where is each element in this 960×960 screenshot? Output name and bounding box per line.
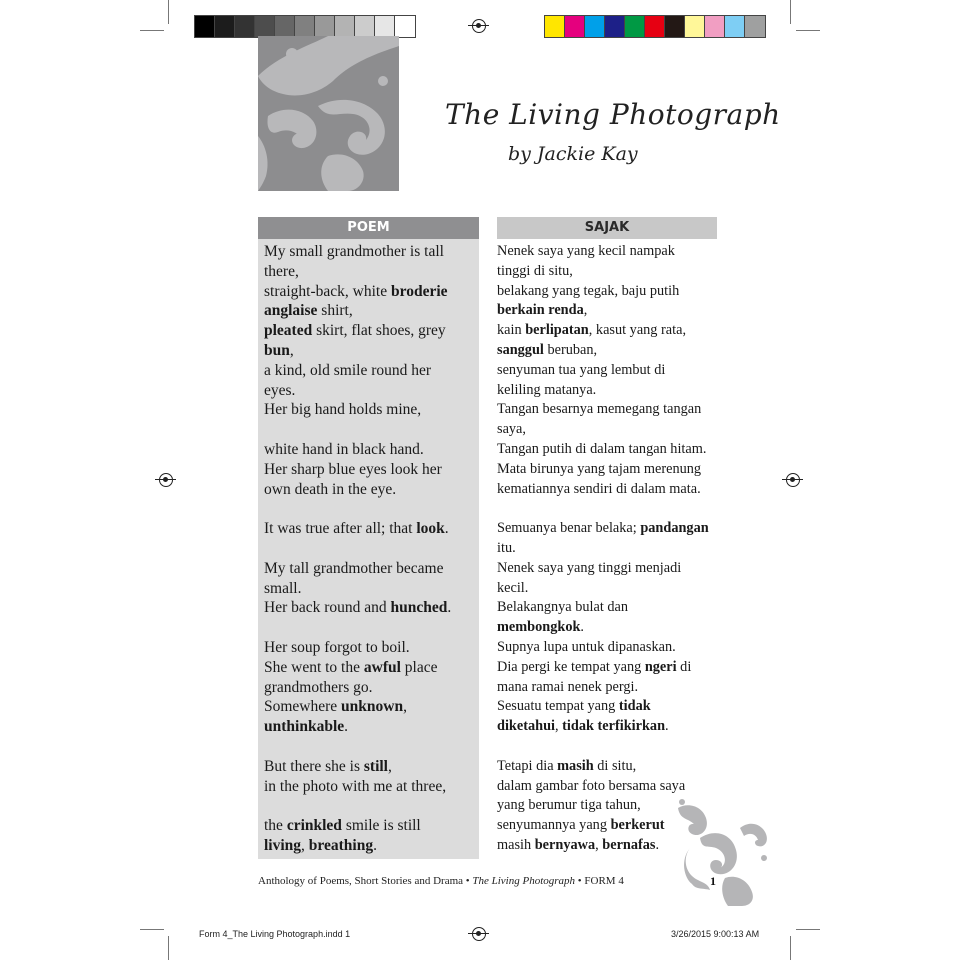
footer-work-title: The Living Photograph bbox=[472, 875, 576, 887]
color-swatch bbox=[625, 16, 645, 37]
color-swatch bbox=[605, 16, 625, 37]
line-text: My tall grandmother became bbox=[264, 559, 444, 577]
glossary-word: tidak terfikirkan bbox=[562, 718, 666, 735]
glossary-word: pandangan bbox=[640, 520, 709, 537]
gray-swatch bbox=[355, 16, 375, 37]
poem-line bbox=[264, 262, 478, 282]
registration-mark-icon bbox=[472, 19, 486, 33]
author-byline: by Jackie Kay bbox=[508, 143, 638, 165]
gray-swatch bbox=[235, 16, 255, 37]
poem-line bbox=[264, 579, 478, 599]
poem-line bbox=[264, 242, 478, 262]
line-text: Somewhere bbox=[264, 698, 342, 716]
sajak-line bbox=[497, 460, 727, 480]
document-title: The Living Photograph bbox=[445, 98, 781, 131]
line-text: . bbox=[655, 836, 660, 853]
sajak-column-header: SAJAK bbox=[497, 217, 717, 239]
process-color-bar bbox=[544, 15, 766, 38]
crop-mark bbox=[140, 929, 164, 930]
line-text: My small grandmother is tall bbox=[264, 243, 444, 260]
crop-mark bbox=[168, 936, 169, 960]
line-text: Semuanya benar belaka; bbox=[497, 520, 641, 537]
poem-line bbox=[264, 697, 478, 717]
line-text: Her soup forgot to boil. bbox=[264, 638, 410, 656]
glossary-word: berlipatan bbox=[525, 322, 589, 339]
sajak-line bbox=[497, 559, 727, 579]
gray-swatch bbox=[215, 16, 235, 37]
glossary-word: sanggul bbox=[497, 341, 544, 358]
poem-line bbox=[264, 381, 478, 401]
line-text: , kasut yang rata, bbox=[588, 322, 687, 339]
floral-ornament-panel bbox=[258, 36, 399, 191]
poem-line bbox=[264, 598, 478, 618]
glossary-word: bernafas bbox=[602, 836, 656, 853]
line-text: grandmothers go. bbox=[264, 678, 373, 696]
line-text: Sesuatu tempat yang bbox=[497, 698, 619, 715]
sajak-line bbox=[497, 777, 727, 797]
crop-mark bbox=[790, 936, 791, 960]
gray-swatch bbox=[395, 16, 415, 37]
poem-line bbox=[264, 301, 478, 321]
line-text: Dia pergi ke tempat yang bbox=[497, 658, 645, 675]
poem-line bbox=[264, 499, 478, 519]
glossary-word: bun bbox=[264, 341, 290, 359]
color-swatch bbox=[585, 16, 605, 37]
line-text: . bbox=[373, 836, 377, 854]
poem-column-header: POEM bbox=[258, 217, 479, 239]
line-text: Nenek saya yang tinggi menjadi bbox=[497, 559, 682, 576]
line-text: Nenek saya yang kecil nampak bbox=[497, 243, 675, 259]
line-text: shirt, bbox=[317, 302, 353, 320]
glossary-word: ngeri bbox=[644, 658, 677, 675]
glossary-word: anglaise bbox=[264, 302, 318, 320]
sajak-line bbox=[497, 242, 727, 262]
line-text: . bbox=[447, 599, 452, 617]
sajak-text bbox=[497, 242, 727, 856]
sajak-line bbox=[497, 321, 727, 341]
line-text: kematiannya sendiri di dalam mata. bbox=[497, 480, 701, 497]
sajak-line bbox=[497, 381, 727, 401]
line-text: tinggi di situ, bbox=[497, 262, 573, 279]
line-text: , bbox=[388, 757, 392, 775]
line-text: eyes. bbox=[264, 381, 296, 399]
glossary-word: berkain renda bbox=[497, 302, 584, 319]
slug-filename: Form 4_The Living Photograph.indd 1 bbox=[199, 929, 351, 939]
crop-mark bbox=[796, 30, 820, 31]
registration-mark-icon bbox=[159, 473, 173, 487]
poem-line bbox=[264, 480, 478, 500]
sajak-line bbox=[497, 678, 727, 698]
line-text: , bbox=[595, 836, 603, 853]
line-text: smile is still bbox=[341, 817, 421, 835]
glossary-word: unknown bbox=[341, 698, 404, 716]
page-footer bbox=[258, 875, 624, 887]
sajak-line bbox=[497, 400, 727, 420]
line-text: own death in the eye. bbox=[264, 480, 397, 498]
line-text: belakang yang tegak, baju putih bbox=[497, 282, 680, 299]
line-text: itu. bbox=[497, 539, 516, 556]
line-text: Her sharp blue eyes look her bbox=[264, 460, 442, 478]
registration-mark-icon bbox=[472, 927, 486, 941]
crop-mark bbox=[796, 929, 820, 930]
line-text: senyuman tua yang lembut di bbox=[497, 361, 666, 378]
poem-line bbox=[264, 816, 478, 836]
sajak-line bbox=[497, 341, 727, 361]
glossary-word: membongkok bbox=[497, 619, 581, 636]
registration-mark-icon bbox=[786, 473, 800, 487]
line-text: dalam gambar foto bersama saya bbox=[497, 777, 686, 794]
poem-line bbox=[264, 678, 478, 698]
poem-line bbox=[264, 400, 478, 420]
line-text: saya, bbox=[497, 421, 526, 438]
line-text: It was true after all; that bbox=[264, 520, 417, 538]
color-swatch bbox=[565, 16, 585, 37]
line-text: a kind, old smile round her bbox=[264, 361, 432, 379]
crop-mark bbox=[790, 0, 791, 24]
glossary-word: living bbox=[264, 836, 302, 854]
poem-line bbox=[264, 737, 478, 757]
sajak-line bbox=[497, 499, 727, 519]
line-text: kecil. bbox=[497, 579, 529, 596]
line-text: . bbox=[580, 619, 584, 636]
line-text: Tangan besarnya memegang tangan bbox=[497, 401, 702, 418]
gray-swatch bbox=[375, 16, 395, 37]
line-text: . bbox=[665, 718, 669, 735]
color-swatch bbox=[665, 16, 685, 37]
glossary-word: awful bbox=[363, 658, 401, 676]
glossary-word: crinkled bbox=[286, 817, 342, 835]
crop-mark bbox=[140, 30, 164, 31]
color-swatch bbox=[745, 16, 765, 37]
poem-line bbox=[264, 638, 478, 658]
sajak-line bbox=[497, 361, 727, 381]
line-text: , bbox=[289, 341, 294, 359]
sajak-line bbox=[497, 262, 727, 282]
color-swatch bbox=[685, 16, 705, 37]
line-text: white hand in black hand. bbox=[264, 440, 424, 458]
sajak-line bbox=[497, 420, 727, 440]
poem-line bbox=[264, 460, 478, 480]
sajak-line bbox=[497, 519, 727, 539]
glossary-word: still bbox=[363, 757, 388, 775]
poem-line bbox=[264, 796, 478, 816]
glossary-word: broderie bbox=[390, 282, 448, 300]
gray-swatch bbox=[295, 16, 315, 37]
line-text: di situ, bbox=[593, 757, 637, 774]
poem-text bbox=[264, 242, 478, 856]
line-text: masih bbox=[497, 836, 535, 853]
page-number: 1 bbox=[710, 874, 716, 888]
line-text: , bbox=[301, 836, 309, 854]
sajak-line bbox=[497, 658, 727, 678]
poem-line bbox=[264, 341, 478, 361]
glossary-word: pleated bbox=[264, 322, 313, 340]
footer-suffix: • FORM 4 bbox=[575, 875, 624, 887]
line-text: straight-back, white bbox=[264, 282, 391, 300]
gray-swatch bbox=[335, 16, 355, 37]
poem-line bbox=[264, 361, 478, 381]
floral-ornament-icon bbox=[258, 36, 399, 191]
line-text: Belakangnya bulat dan bbox=[497, 599, 629, 616]
sajak-line bbox=[497, 737, 727, 757]
sajak-line bbox=[497, 638, 727, 658]
line-text: , bbox=[403, 698, 407, 716]
poem-line bbox=[264, 757, 478, 777]
line-text: She went to the bbox=[264, 658, 364, 676]
grayscale-color-bar bbox=[194, 15, 416, 38]
glossary-word: berkerut bbox=[610, 817, 665, 834]
poem-line bbox=[264, 282, 478, 302]
poem-line bbox=[264, 559, 478, 579]
line-text: , bbox=[555, 718, 563, 735]
sajak-line bbox=[497, 440, 727, 460]
line-text: Tetapi dia bbox=[497, 757, 558, 774]
line-text: yang berumur tiga tahun, bbox=[497, 797, 641, 814]
color-swatch bbox=[645, 16, 665, 37]
line-text: beruban, bbox=[543, 341, 598, 358]
line-text: skirt, flat shoes, grey bbox=[312, 322, 446, 340]
gray-swatch bbox=[195, 16, 215, 37]
poem-line bbox=[264, 321, 478, 341]
poem-line bbox=[264, 420, 478, 440]
line-text: Tangan putih di dalam tangan hitam. bbox=[497, 440, 707, 457]
line-text: . bbox=[444, 520, 449, 538]
sajak-line bbox=[497, 579, 727, 599]
gray-swatch bbox=[315, 16, 335, 37]
poem-line bbox=[264, 440, 478, 460]
line-text: mana ramai nenek pergi. bbox=[497, 678, 639, 695]
line-text: place bbox=[400, 658, 438, 676]
line-text: , bbox=[583, 302, 588, 319]
line-text: Her back round and bbox=[264, 599, 391, 617]
line-text: di bbox=[676, 658, 692, 675]
slug-timestamp: 3/26/2015 9:00:13 AM bbox=[671, 929, 760, 939]
sajak-line bbox=[497, 282, 727, 302]
sajak-line bbox=[497, 717, 727, 737]
sajak-line bbox=[497, 539, 727, 559]
color-swatch bbox=[545, 16, 565, 37]
poem-line bbox=[264, 836, 478, 856]
poem-line bbox=[264, 618, 478, 638]
crop-mark bbox=[168, 0, 169, 24]
poem-line bbox=[264, 717, 478, 737]
glossary-word: hunched bbox=[390, 599, 448, 617]
glossary-word: look bbox=[416, 520, 445, 538]
poem-line bbox=[264, 539, 478, 559]
glossary-word: unthinkable bbox=[264, 718, 345, 736]
line-text: senyumannya yang bbox=[497, 817, 611, 834]
sajak-line bbox=[497, 757, 727, 777]
poem-line bbox=[264, 519, 478, 539]
footer-prefix: Anthology of Poems, Short Stories and Drama • bbox=[258, 875, 473, 887]
line-text: in the photo with me at three, bbox=[264, 777, 447, 795]
glossary-word: breathing bbox=[308, 836, 374, 854]
line-text: the bbox=[264, 817, 287, 835]
sajak-line bbox=[497, 618, 727, 638]
color-swatch bbox=[705, 16, 725, 37]
sajak-line bbox=[497, 301, 727, 321]
line-text: keliling matanya. bbox=[497, 381, 597, 398]
glossary-word: masih bbox=[557, 757, 594, 774]
glossary-word: bernyawa bbox=[534, 836, 596, 853]
line-text: But there she is bbox=[264, 757, 364, 775]
line-text: . bbox=[344, 718, 349, 736]
line-text: kain bbox=[497, 322, 526, 339]
glossary-word: tidak bbox=[618, 698, 651, 715]
gray-swatch bbox=[255, 16, 275, 37]
corner-floral-ornament-icon bbox=[670, 798, 770, 906]
poem-line bbox=[264, 658, 478, 678]
line-text: small. bbox=[264, 579, 302, 597]
line-text: Mata birunya yang tajam merenung bbox=[497, 460, 702, 477]
gray-swatch bbox=[275, 16, 295, 37]
glossary-word: diketahui bbox=[497, 718, 556, 735]
color-swatch bbox=[725, 16, 745, 37]
poem-line bbox=[264, 777, 478, 797]
line-text: Her big hand holds mine, bbox=[264, 401, 422, 419]
sajak-line bbox=[497, 697, 727, 717]
sajak-line bbox=[497, 480, 727, 500]
line-text: Supnya lupa untuk dipanaskan. bbox=[497, 638, 676, 655]
sajak-line bbox=[497, 598, 727, 618]
line-text: there, bbox=[264, 262, 299, 280]
